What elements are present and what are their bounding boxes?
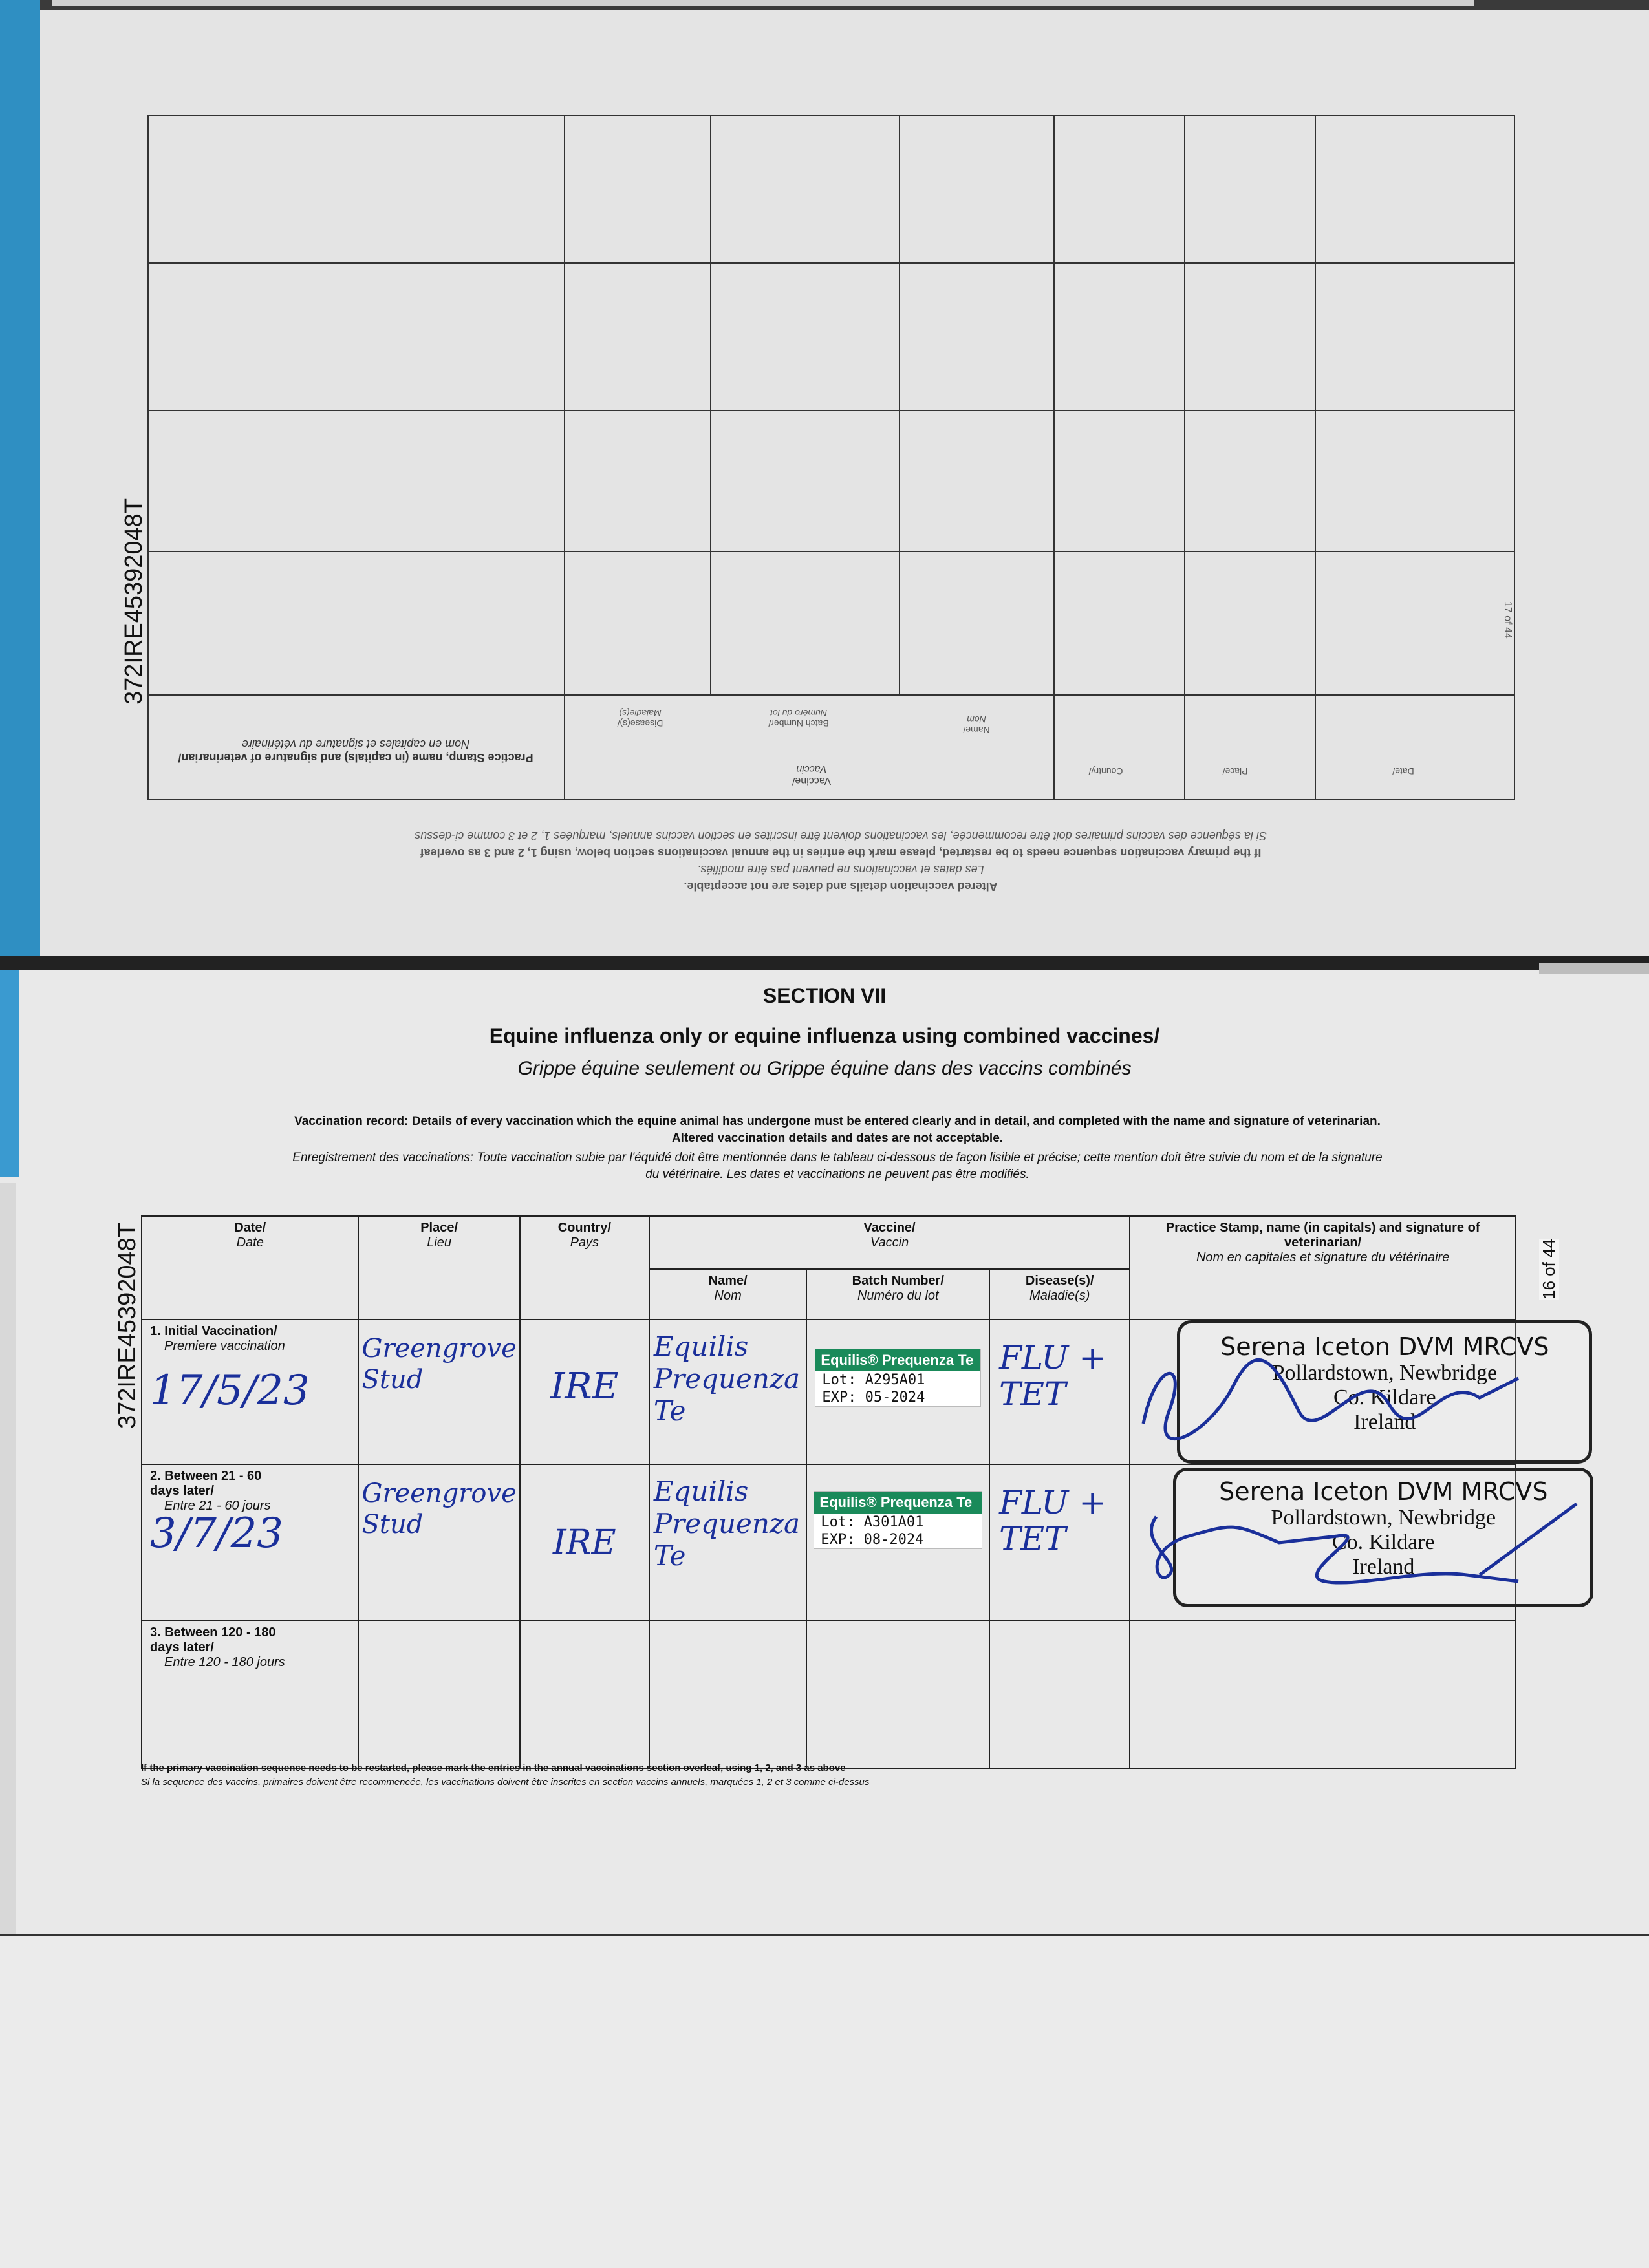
- header-country: [520, 1216, 649, 1320]
- page-number-bottom: 16 of 44: [1539, 1239, 1558, 1300]
- header-place-fr: Lieu: [427, 1236, 452, 1250]
- header-batch-fr: Numéro du lot: [857, 1289, 939, 1303]
- header-disease: [989, 1269, 1130, 1320]
- table-row: [142, 1621, 1516, 1768]
- page-seam: [0, 956, 1649, 970]
- vet-signature-2: [1130, 1478, 1583, 1594]
- header-disease-fr: Maladie(s): [1029, 1289, 1090, 1303]
- row-3-batch: [806, 1621, 989, 1768]
- vet-stamp-address: Pollardstown, Newbridge: [1272, 1361, 1498, 1385]
- upside-disease-fr: Maladie(s): [619, 708, 662, 718]
- batch-lot: Lot: A295A01: [822, 1372, 925, 1388]
- header-batch-en: Batch Number/: [852, 1274, 944, 1288]
- vet-stamp-name: Serena Iceton DVM MRCVS: [1220, 1332, 1549, 1361]
- header-place-en: Place/: [420, 1221, 458, 1235]
- passport-id-bottom: 372IRE45392048T: [114, 1222, 141, 1429]
- upside-vaccine-en: Vaccine/: [792, 775, 832, 786]
- table-row: [142, 1320, 1516, 1464]
- row-2-place: Greengrove Stud: [358, 1464, 519, 1621]
- header-name-en: Name/: [708, 1274, 748, 1288]
- vet-stamp-county: Co. Kildare: [1333, 1385, 1436, 1409]
- row-1-batch: [806, 1320, 989, 1464]
- batch-exp: EXP: 08-2024: [821, 1532, 924, 1548]
- batch-label: [814, 1491, 982, 1549]
- row-3-place: [358, 1621, 519, 1768]
- record-fr-line-2: du vétérinaire. Les dates et vaccinations ne peuvent pas être modifiés.: [645, 1168, 1029, 1181]
- header-vaccine: [649, 1216, 1130, 1269]
- header-stamp-fr: Nom en capitales et signature du vétérinaire: [1196, 1250, 1450, 1265]
- row-1-date-cell: [142, 1320, 358, 1464]
- row-2-date: 3/7/23: [150, 1510, 283, 1557]
- upside-name-fr: Nom: [967, 714, 986, 725]
- upside-name-header: [912, 714, 1041, 735]
- upside-stamp-header-en: Practice Stamp, name (in capitals) and signature of veterinarian/: [178, 751, 534, 764]
- record-en-line-2: Altered vaccination details and dates are not acceptable.: [671, 1131, 1004, 1145]
- batch-exp: EXP: 05-2024: [822, 1389, 925, 1406]
- record-fr-line-1: Enregistrement des vaccinations: Toute vaccination subie par l'équidé doit être mentionnée dans le tableau ci-dessous de façon lisible et précise; cette mention doit être suivie du nom et de la signature: [292, 1151, 1383, 1164]
- row-1-label: 1. Initial Vaccination/: [150, 1324, 277, 1338]
- upside-country-header: Country/: [1088, 766, 1123, 776]
- row-3-date-cell: [142, 1621, 358, 1768]
- row-2-country: IRE: [520, 1464, 649, 1621]
- passport-id-top: 372IRE45392048T: [120, 498, 147, 705]
- header-stamp-en: Practice Stamp, name (in capitals) and signature of veterinarian/: [1165, 1221, 1480, 1250]
- upside-name-en: Name/: [963, 725, 990, 735]
- upside-note-2: Les dates et vaccinations ne peuvent pas être modifiés.: [697, 863, 984, 876]
- row-3-vaccine-name: [649, 1621, 807, 1768]
- row-2-date-cell: [142, 1464, 358, 1621]
- row-1-country: IRE: [520, 1320, 649, 1464]
- vet-stamp-name: Serena Iceton DVM MRCVS: [1219, 1477, 1548, 1506]
- upside-note-1: Altered vaccination details and dates are not acceptable.: [684, 880, 998, 893]
- row-1-vaccine-name: Equilis Prequenza Te: [649, 1320, 807, 1464]
- record-text-fr: [149, 1150, 1526, 1183]
- header-country-fr: Pays: [570, 1236, 599, 1250]
- row-2-label: 2. Between 21 - 60 days later/: [150, 1469, 262, 1498]
- section-heading-en: Equine influenza only or equine influenza using combined vaccines/: [489, 1024, 1160, 1047]
- record-en-line-1: Vaccination record: Details of every vaccination which the equine animal has undergone must be entered clearly and in detail, and completed with the name and signature of veterinarian.: [294, 1115, 1381, 1128]
- row-3-country: [520, 1621, 649, 1768]
- header-vaccine-fr: Vaccin: [870, 1236, 909, 1250]
- upside-disease-header: [569, 708, 711, 729]
- header-date: [142, 1216, 358, 1320]
- header-country-en: Country/: [557, 1221, 611, 1235]
- table-row: [142, 1464, 1516, 1621]
- header-place: [358, 1216, 519, 1320]
- row-1-disease: FLU + TET: [989, 1320, 1130, 1464]
- batch-label-brand: Equilis® Prequenza Te: [814, 1492, 982, 1514]
- upside-batch-en: Batch Number/: [768, 718, 829, 729]
- row-2-disease: FLU + TET: [989, 1464, 1130, 1621]
- header-name-fr: Nom: [714, 1289, 742, 1303]
- header-batch: [806, 1269, 989, 1320]
- row-1-place: Greengrove Stud: [358, 1320, 519, 1464]
- upside-notes: [259, 828, 1423, 895]
- row-3-stamp: [1130, 1621, 1516, 1768]
- page-number-top: 17 of 44: [1502, 601, 1513, 639]
- upside-note-3: If the primary vaccination sequence needs to be restarted, please mark the entries in the annual vaccinations section below, using 1, 2 and 3 as overleaf: [420, 846, 1262, 859]
- record-text-en: [155, 1113, 1520, 1147]
- vet-stamp-country: Ireland: [1353, 1410, 1416, 1434]
- upside-vaccine-header: [737, 763, 886, 786]
- header-date-en: Date/: [234, 1221, 266, 1235]
- footer-note-en: If the primary vaccination sequence needs to be restarted, please mark the entries in the annual vaccinations section overleaf, using 1, 2, and 3 as above: [141, 1762, 846, 1773]
- upside-disease-en: Disease(s)/: [617, 718, 663, 729]
- upside-note-4: Si la séquence des vaccins primaires doit être recommencée, les vaccinations doivent être inscrites en section vaccins annuels, marquées 1, 2 et 3 comme ci-dessus: [415, 829, 1267, 842]
- vet-stamp-country: Ireland: [1352, 1555, 1415, 1579]
- footer-note-fr: Si la sequence des vaccins, primaires doivent être recommencée, les vaccinations doivent être inscrites en section vaccins annuels, marquées 1, 2 et 3 comme ci-dessus: [141, 1777, 870, 1788]
- row-2-vaccine-name: Equilis Prequenza Te: [649, 1464, 807, 1621]
- row-2-stamp-cell: [1130, 1464, 1548, 1621]
- scanner-background: [0, 1936, 1649, 2268]
- upside-vaccine-fr: Vaccin: [796, 764, 827, 775]
- header-vaccine-en: Vaccine/: [863, 1221, 916, 1235]
- vet-signature-1: [1130, 1333, 1544, 1450]
- upside-date-header: Date/: [1392, 766, 1414, 776]
- row-1-label-fr: Premiere vaccination: [164, 1339, 285, 1353]
- upside-place-header: Place/: [1222, 766, 1248, 776]
- upside-stamp-header: [155, 737, 556, 764]
- batch-lot: Lot: A301A01: [821, 1514, 924, 1530]
- lower-page-edge: [0, 1183, 16, 1940]
- batch-label: [815, 1349, 981, 1407]
- section-heading-fr: Grippe équine seulement ou Grippe équine dans des vaccins combinés: [517, 1058, 1132, 1079]
- upside-batch-fr: Numéro du lot: [770, 708, 827, 718]
- vet-stamp-county: Co. Kildare: [1331, 1530, 1435, 1554]
- header-date-fr: Date: [236, 1236, 264, 1250]
- page-top-edge-inner: [52, 0, 1474, 6]
- row-3-disease: [989, 1621, 1130, 1768]
- upside-stamp-header-fr: Nom en capitales et signature du vétérinaire: [241, 738, 470, 751]
- row-3-label: 3. Between 120 - 180 days later/: [150, 1625, 276, 1654]
- row-2-label-fr: Entre 21 - 60 jours: [164, 1499, 271, 1513]
- batch-label-brand: Equilis® Prequenza Te: [815, 1349, 980, 1371]
- row-2-batch: [806, 1464, 989, 1621]
- section-title: SECTION VII: [762, 984, 887, 1007]
- row-1-stamp-cell: [1130, 1320, 1549, 1464]
- header-name: [649, 1269, 807, 1320]
- header-disease-en: Disease(s)/: [1025, 1274, 1094, 1288]
- row-1-date: 17/5/23: [150, 1367, 310, 1415]
- header-stamp: [1130, 1216, 1516, 1320]
- annual-vaccination-table: [147, 115, 1515, 800]
- upside-batch-header: [721, 708, 876, 729]
- vet-stamp-address: Pollardstown, Newbridge: [1271, 1506, 1496, 1530]
- row-3-label-fr: Entre 120 - 180 jours: [164, 1655, 285, 1669]
- page-seam-right: [1539, 963, 1649, 974]
